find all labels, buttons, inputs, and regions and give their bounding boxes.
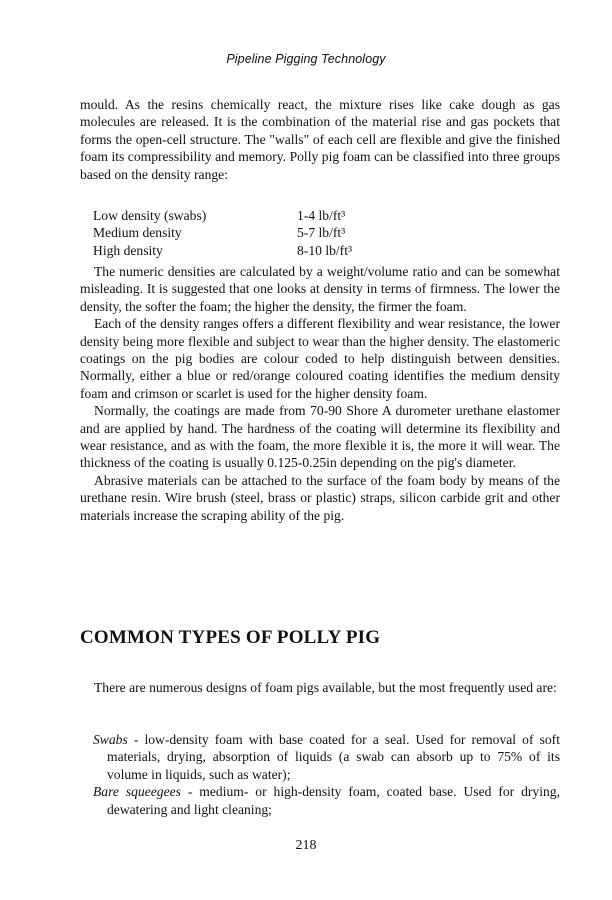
density-value: 5-7 lb/ft³ [297,225,346,241]
density-row [93,207,417,224]
density-label: Medium density [93,225,182,241]
section-intro [80,679,560,696]
definition-text: - low-density foam with base coated for a seal. Used for removal of soft materials, drying, absorption of liquids (a swab can absorb up to 75% of its volume in liquids, such as water); [107,732,560,782]
page-number: 218 [295,838,317,853]
definition-term: Bare squeegees [93,784,181,800]
running-head: Pipeline Pigging Technology [226,52,386,66]
paragraph-density-note: The numeric densities are calculated by a weight/volume ratio and can be somewhat misleading. It is suggested that one looks at density in terms of firmness. The lower the density, the softer the foam; the higher the density, the firmer the foam. [80,264,560,314]
definition-list [93,731,560,818]
paragraph-coatings: Normally, the coatings are made from 70-90 Shore A durometer urethane elastomer and are applied by hand. The hardness of the coating will determine its flexibility and wear resistance, and as with the foam, the more flexible it is, the more it will wear. The thickness of the coating is usually 0.125-0.25in depending on the pig's diameter. [80,403,560,471]
paragraph-flexibility: Each of the density ranges offers a different flexibility and wear resistance, the lower density being more flexible and subject to wear than the higher density. The elastomeric coatings on the pig bodies are colour coded to help distinguish between densities. Normally, either a blue or red/orange coloured coating identifies the medium density foam and crimson or scarlet is used for the higher density foam. [80,316,560,401]
section-heading: COMMON TYPES OF POLLY PIG [80,627,381,648]
density-value: 8-10 lb/ft³ [297,242,353,258]
paragraph-intro-text: mould. As the resins chemically react, the mixture rises like cake dough as gas molecules are released. It is the combination of the material rise and gas pockets that forms the open-cell structure. The "walls" of each cell are flexible and give the finished foam its compressibility and memory. Polly pig foam can be classified into three groups based on the density range: [80,97,560,182]
density-label: Low density (swabs) [93,208,207,223]
definition-item [93,783,560,818]
density-label: High density [93,242,163,258]
density-table [93,207,417,259]
paragraph-abrasives: Abrasive materials can be attached to the surface of the foam body by means of the urethane resin. Wire brush (steel, brass or plastic) straps, silicon carbide grit and other materials increase the scraping ability of the pig. [80,472,560,523]
density-row [93,242,417,259]
density-value: 1-4 lb/ft³ [297,208,346,223]
definition-text: - medium- or high-density foam, coated base. Used for drying, dewatering and light cleaning; [107,784,560,817]
section-intro-text: There are numerous designs of foam pigs available, but the most frequently used are: [94,680,557,695]
definition-term: Swabs [93,732,128,747]
body-paragraphs [80,263,560,524]
density-row [93,224,417,241]
definition-item [93,731,560,783]
paragraph-intro [80,96,560,183]
